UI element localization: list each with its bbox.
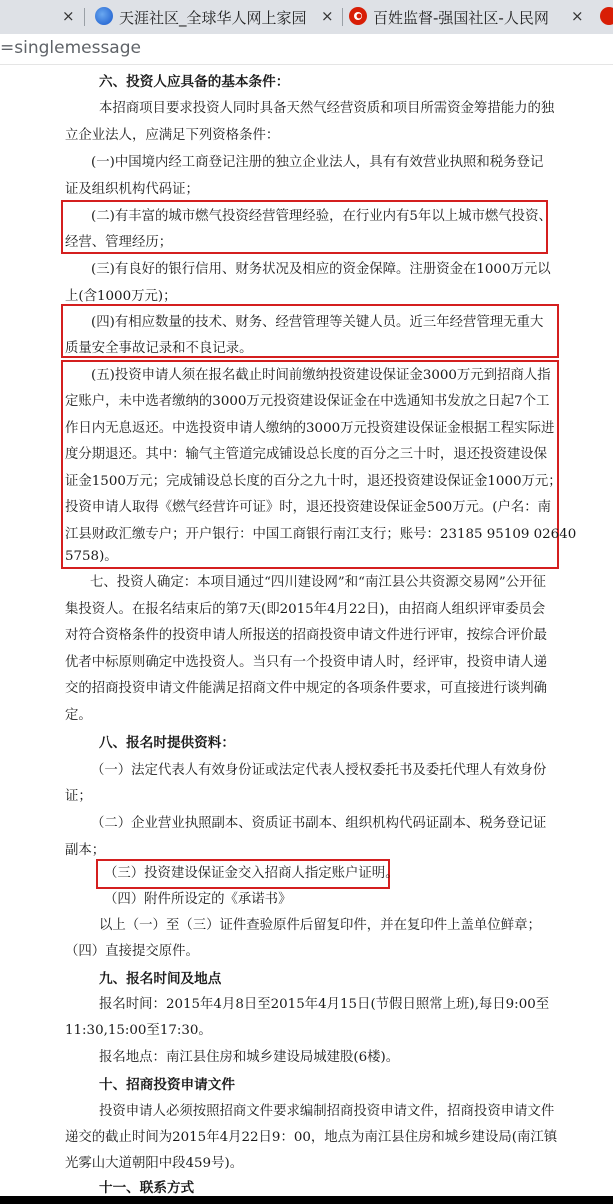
tab-label: 百姓监督-强国社区-人民网: [373, 9, 549, 27]
text-line: (一)中国境内经工商登记注册的独立企业法人，具有有效营业执照和税务登记: [91, 155, 544, 170]
tab-close-icon[interactable]: ×: [571, 7, 584, 25]
tab-close-icon[interactable]: ×: [321, 7, 334, 25]
text-line: 报名时间：2015年4月8日至2015年4月15日(节假日照常上班),每日9:00至: [99, 997, 550, 1012]
text-line: 江县财政汇缴专户；开户银行：中国工商银行南江支行；账号：23185 95109 02640: [65, 527, 577, 542]
text-line: （四）直接提交原件。: [65, 944, 199, 959]
section-heading: 十一、联系方式: [99, 1180, 195, 1196]
text-line: 11:30,15:00至17:30。: [65, 1023, 212, 1038]
section-heading: 六、投资人应具备的基本条件：: [99, 74, 290, 90]
text-line: 定账户，未中选者缴纳的3000万元投资建设保证金在中选通知书发放之日起7个工: [65, 394, 550, 409]
text-line: （一）法定代表人有效身份证或法定代表人授权委托书及委托代理人有效身份: [91, 763, 547, 778]
tab-label: 天涯社区_全球华人网上家园: [119, 9, 307, 27]
section-heading: 八、报名时提供资料：: [99, 735, 235, 751]
text-line: 度分期退还。其中：输气主管道完成铺设总长度的百分之三十时，退还投资建设保: [65, 447, 548, 462]
text-line: 交的招商投资申请文件能满足招商文件中规定的各项条件要求，可直接进行谈判确: [65, 681, 548, 696]
text-line: 5758)。: [65, 549, 118, 564]
document-content: [0, 64, 613, 1196]
text-line: 本招商项目要求投资人同时具备天然气经营资质和项目所需资金筹措能力的独: [99, 101, 555, 116]
taskbar-edge: [0, 1196, 613, 1204]
peoples-daily-icon: [349, 7, 367, 25]
text-line: 优者中标原则确定中选投资人。当只有一个投资申请人时，经评审，投资申请人递: [65, 655, 548, 670]
text-line: 作日内无息返还。中选投资申请人缴纳的3000万元投资建设保证金根据工程实际进: [65, 421, 555, 436]
text-line: 七、投资人确定：本项目通过“四川建设网”和“南江县公共资源交易网”公开征: [90, 575, 546, 590]
text-line: 证金1500万元；完成铺设总长度的百分之九十时，退还投资建设保证金1000万元；: [65, 474, 562, 489]
text-line: 集投资人。在报名结束后的第7天(即2015年4月22日)，由招商人组织评审委员会: [65, 602, 546, 617]
text-line: 证；: [65, 789, 92, 804]
text-line: 光雾山大道朝阳中段459号)。: [65, 1156, 244, 1171]
text-line: (四)有相应数量的技术、财务、经营管理等关键人员。近三年经营管理无重大: [91, 315, 544, 330]
section-heading: 十、招商投资申请文件: [99, 1077, 235, 1093]
tab-renmin[interactable]: [346, 0, 596, 34]
text-line: （四）附件所设定的《承诺书》: [104, 892, 292, 907]
text-line: 投资申请人必须按照招商文件要求编制招商投资申请文件，招商投资申请文件: [99, 1104, 555, 1119]
text-line: 质量安全事故记录和不良记录。: [65, 341, 253, 356]
text-line: 经营、管理经历；: [65, 235, 173, 250]
tab-close-icon[interactable]: ×: [62, 7, 75, 25]
text-line: (五)投资申请人须在报名截止时间前缴纳投资建设保证金3000万元到招商人指: [91, 368, 551, 383]
text-line: 投资申请人取得《燃气经营许可证》时，退还投资建设保证金500万元。(户名：南: [65, 500, 552, 515]
tab-tianya[interactable]: [92, 0, 342, 34]
text-line: 报名地点：南江县住房和城乡建设局城建股(6楼)。: [99, 1050, 400, 1065]
text-line: 以上（一）至（三）证件查验原件后留复印件，并在复印件上盖单位鲜章；: [99, 918, 541, 933]
text-line: 证及组织机构代码证；: [65, 182, 199, 197]
text-line: 副本；: [65, 843, 106, 858]
globe-icon: [95, 7, 113, 25]
text-line: (二)有丰富的城市燃气投资经营管理经验，在行业内有5年以上城市燃气投资、: [91, 209, 552, 224]
text-line: 上(含1000万元)；: [65, 289, 177, 304]
text-line: 递交的截止时间为2015年4月22日9：00，地点为南江县住房和城乡建设局(南江镇: [65, 1130, 558, 1145]
tab-separator: [84, 8, 85, 26]
text-line: 立企业法人，应满足下列资格条件：: [65, 128, 280, 143]
address-bar[interactable]: [0, 34, 613, 65]
text-line: (三)有良好的银行信用、财务状况及相应的资金保障。注册资金在1000万元以: [91, 262, 551, 277]
text-line: （二）企业营业执照副本、资质证书副本、组织机构代码证副本、税务登记证: [91, 816, 547, 831]
text-line: （三）投资建设保证金交入招商人指定账户证明。: [104, 866, 399, 881]
peoples-daily-icon[interactable]: [600, 7, 613, 25]
tab-separator: [342, 8, 343, 26]
section-heading: 九、报名时间及地点: [99, 971, 222, 987]
browser-tab-strip: [0, 0, 613, 34]
text-line: 定。: [65, 708, 92, 723]
address-text[interactable]: =singlemessage: [0, 38, 141, 58]
text-line: 对符合资格条件的投资申请人所报送的招商投资申请文件进行评审，按综合评价最: [65, 628, 548, 643]
